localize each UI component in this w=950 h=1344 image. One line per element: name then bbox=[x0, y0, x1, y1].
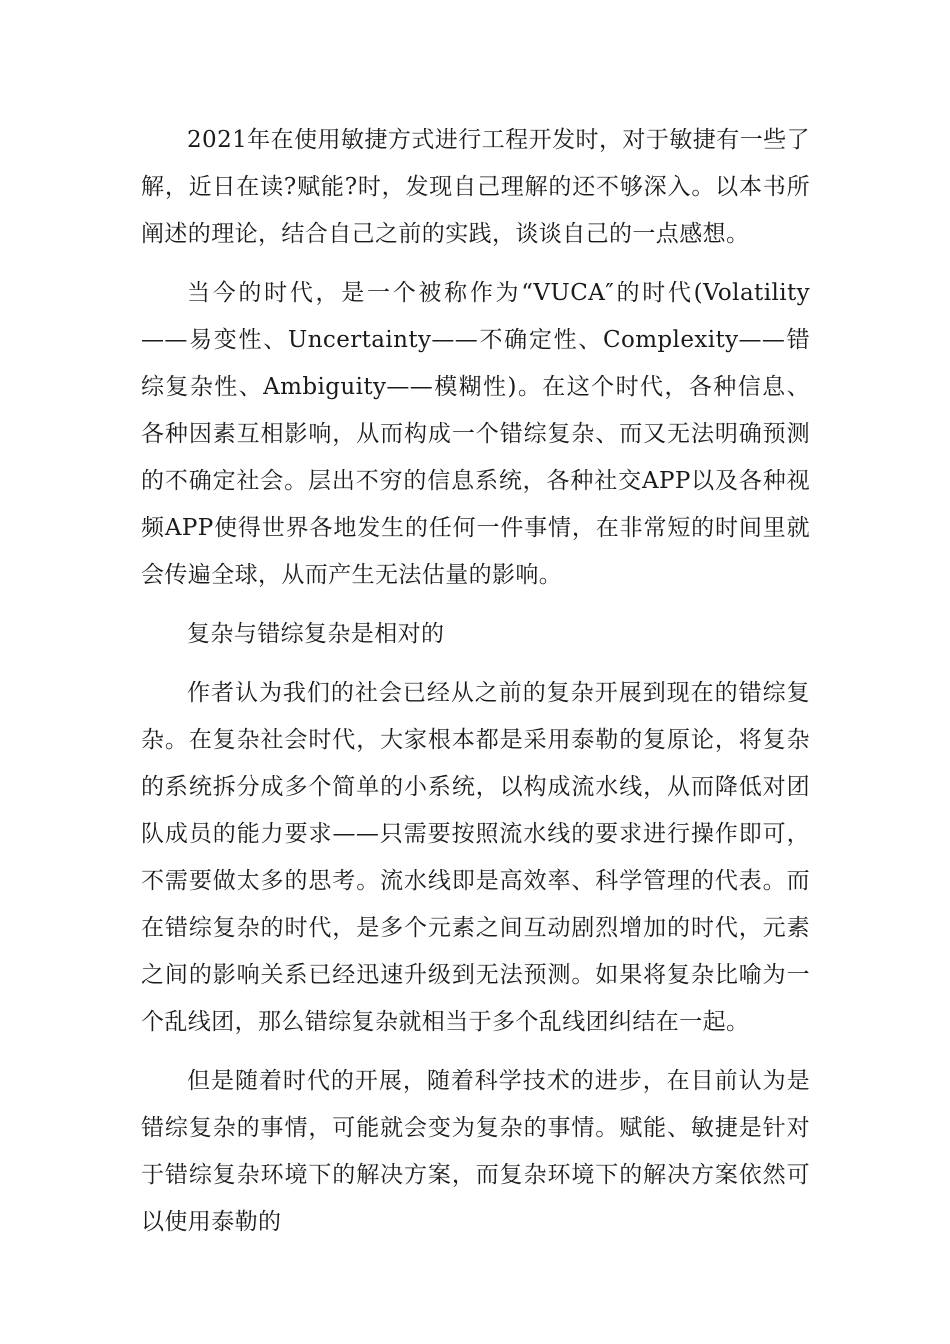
paragraph-intro: 2021年在使用敏捷方式进行工程开发时，对于敏捷有一些了解，近日在读?赋能?时，发现自己理解的还不够深入。以本书所阐述的理论，结合自己之前的实践，谈谈自己的一点感想。 bbox=[141, 127, 810, 247]
paragraph-vuca: 当今的时代，是一个被称作为“VUCA″的时代(Volatility——易变性、Uncertainty——不确定性、Complexity——错综复杂性、Ambiguity——模糊性)。在这个时代，各种信息、各种因素互相影响，从而构成一个错综复杂、而又无法明确预测的不确定社会。层出不穷的信息系统，各种社交APP以及各种视频APP使得世界各地发生的任何一件事情，在非常短的时间里就会传遍全球，从而产生无法估量的影响。 bbox=[141, 280, 810, 588]
paragraph-heading-complexity: 复杂与错综复杂是相对的 bbox=[187, 621, 445, 647]
paragraph-author-view: 作者认为我们的社会已经从之前的复杂开展到现在的错综复杂。在复杂社会时代，大家根本都是采用泰勒的复原论，将复杂的系统拆分成多个简单的小系统，以构成流水线，从而降低对团队成员的能力要求——只需要按照流水线的要求进行操作即可，不需要做太多的思考。流水线即是高效率、科学管理的代表。而在错综复杂的时代，是多个元素之间互动剧烈增加的时代，元素之间的影响关系已经迅速升级到无法预测。如果将复杂比喻为一个乱线团，那么错综复杂就相当于多个乱线团纠结在一起。 bbox=[141, 680, 810, 1035]
paragraph-development: 但是随着时代的开展，随着科学技术的进步，在目前认为是错综复杂的事情，可能就会变为复杂的事情。赋能、敏捷是针对于错综复杂环境下的解决方案，而复杂环境下的解决方案依然可以使用泰勒的 bbox=[141, 1068, 810, 1235]
